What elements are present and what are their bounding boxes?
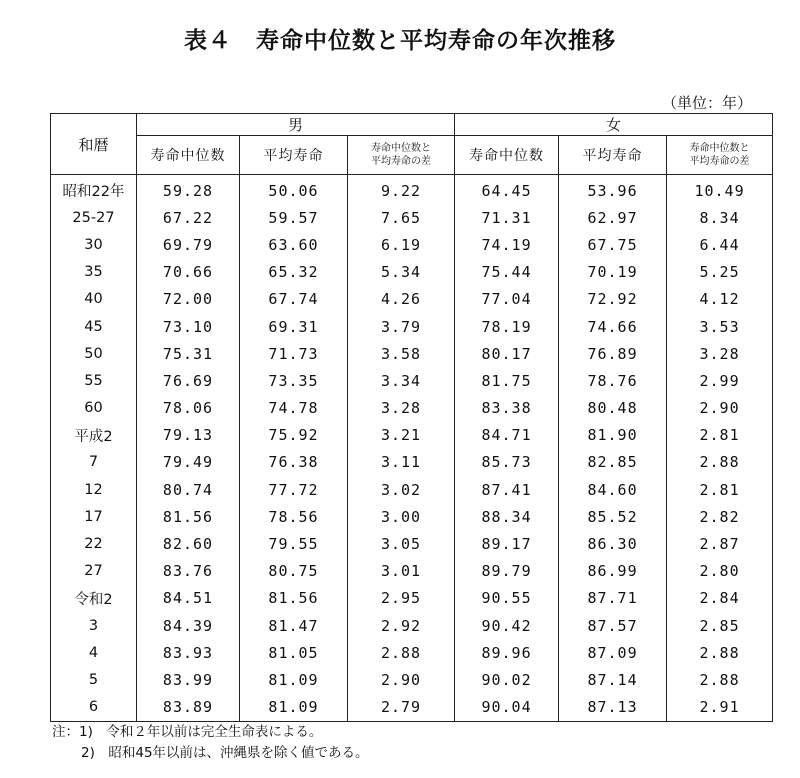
male-mean-cell: 80.75 — [240, 558, 348, 585]
male-median-cell: 76.69 — [137, 367, 240, 394]
footnote-2: 2) 昭和45年以前は、沖縄県を除く値である。 — [81, 745, 369, 761]
female-mean-cell: 74.66 — [559, 313, 667, 340]
female-diff-cell: 8.34 — [667, 204, 773, 231]
female-diff-cell: 2.85 — [667, 612, 773, 639]
male-mean-cell: 63.60 — [240, 231, 348, 258]
female-diff-header-line1: 寿命中位数と — [689, 143, 750, 154]
era-cell: 27 — [51, 558, 137, 585]
female-diff-cell: 6.44 — [667, 231, 773, 258]
table-row — [51, 340, 773, 367]
female-mean-cell: 84.60 — [559, 476, 667, 503]
era-cell: 30 — [51, 231, 137, 258]
table-row — [51, 639, 773, 666]
table-row — [51, 666, 773, 693]
male-diff-cell: 4.26 — [348, 286, 455, 313]
female-diff-cell: 2.84 — [667, 585, 773, 612]
male-diff-cell: 2.92 — [348, 612, 455, 639]
male-diff-cell: 3.28 — [348, 395, 455, 422]
male-median-header: 寿命中位数 — [137, 136, 240, 175]
era-cell: 22 — [51, 530, 137, 557]
male-mean-cell: 75.92 — [240, 422, 348, 449]
male-mean-cell: 67.74 — [240, 286, 348, 313]
female-median-cell: 89.79 — [455, 558, 559, 585]
male-diff-cell: 3.11 — [348, 449, 455, 476]
table-row — [51, 204, 773, 231]
female-mean-cell: 85.52 — [559, 503, 667, 530]
table-row — [51, 175, 773, 205]
female-diff-cell: 2.81 — [667, 422, 773, 449]
female-diff-cell: 4.12 — [667, 286, 773, 313]
female-diff-cell: 10.49 — [667, 175, 773, 205]
male-median-cell: 83.89 — [137, 694, 240, 722]
male-diff-cell: 2.95 — [348, 585, 455, 612]
male-median-cell: 84.39 — [137, 612, 240, 639]
female-mean-cell: 67.75 — [559, 231, 667, 258]
female-median-cell: 89.96 — [455, 639, 559, 666]
era-cell: 5 — [51, 666, 137, 693]
female-header: 女 — [455, 114, 773, 136]
female-mean-cell: 72.92 — [559, 286, 667, 313]
male-mean-cell: 50.06 — [240, 175, 348, 205]
female-diff-header-line2: 平均寿命の差 — [689, 156, 750, 167]
era-cell: 平成2 — [51, 422, 137, 449]
female-mean-cell: 87.13 — [559, 694, 667, 722]
female-median-cell: 90.55 — [455, 585, 559, 612]
era-cell: 55 — [51, 367, 137, 394]
male-diff-cell: 7.65 — [348, 204, 455, 231]
female-median-cell: 90.42 — [455, 612, 559, 639]
male-mean-cell: 73.35 — [240, 367, 348, 394]
female-median-cell: 71.31 — [455, 204, 559, 231]
male-diff-cell: 3.21 — [348, 422, 455, 449]
era-cell: 50 — [51, 340, 137, 367]
table-row — [51, 231, 773, 258]
male-median-cell: 81.56 — [137, 503, 240, 530]
male-header: 男 — [137, 114, 455, 136]
male-mean-cell: 69.31 — [240, 313, 348, 340]
life-table — [50, 113, 773, 722]
unit-label: （単位：年） — [661, 94, 752, 112]
male-mean-cell: 74.78 — [240, 395, 348, 422]
female-median-cell: 75.44 — [455, 259, 559, 286]
male-diff-cell: 5.34 — [348, 259, 455, 286]
table-row — [51, 422, 773, 449]
male-median-cell: 83.99 — [137, 666, 240, 693]
female-diff-cell: 2.88 — [667, 449, 773, 476]
female-mean-cell: 78.76 — [559, 367, 667, 394]
male-diff-header — [348, 136, 455, 175]
era-cell: 12 — [51, 476, 137, 503]
male-median-cell: 72.00 — [137, 286, 240, 313]
female-mean-header: 平均寿命 — [559, 136, 667, 175]
female-mean-cell: 53.96 — [559, 175, 667, 205]
female-mean-cell: 76.89 — [559, 340, 667, 367]
male-diff-cell: 3.79 — [348, 313, 455, 340]
male-diff-cell: 3.00 — [348, 503, 455, 530]
male-mean-header: 平均寿命 — [240, 136, 348, 175]
male-median-cell: 67.22 — [137, 204, 240, 231]
male-mean-cell: 79.55 — [240, 530, 348, 557]
male-mean-cell: 81.56 — [240, 585, 348, 612]
male-mean-cell: 59.57 — [240, 204, 348, 231]
female-diff-cell: 2.81 — [667, 476, 773, 503]
male-diff-cell: 3.01 — [348, 558, 455, 585]
era-cell: 40 — [51, 286, 137, 313]
footnote-1: 注：1) 令和２年以前は完全生命表による。 — [52, 724, 323, 740]
female-diff-cell: 3.53 — [667, 313, 773, 340]
female-median-cell: 83.38 — [455, 395, 559, 422]
female-mean-cell: 81.90 — [559, 422, 667, 449]
era-cell: 25-27 — [51, 204, 137, 231]
male-median-cell: 70.66 — [137, 259, 240, 286]
era-cell: 7 — [51, 449, 137, 476]
table-row — [51, 503, 773, 530]
male-mean-cell: 81.09 — [240, 694, 348, 722]
female-mean-cell: 70.19 — [559, 259, 667, 286]
era-cell: 6 — [51, 694, 137, 722]
table-row — [51, 558, 773, 585]
female-median-cell: 80.17 — [455, 340, 559, 367]
table-row — [51, 476, 773, 503]
female-diff-cell: 2.82 — [667, 503, 773, 530]
male-diff-header-line2: 平均寿命の差 — [371, 156, 432, 167]
male-diff-cell: 2.88 — [348, 639, 455, 666]
female-mean-cell: 87.57 — [559, 612, 667, 639]
female-diff-cell: 2.99 — [667, 367, 773, 394]
female-mean-cell: 82.85 — [559, 449, 667, 476]
male-mean-cell: 78.56 — [240, 503, 348, 530]
female-diff-header — [667, 136, 773, 175]
era-cell: 昭和22年 — [51, 175, 137, 205]
male-median-cell: 83.93 — [137, 639, 240, 666]
female-mean-cell: 86.30 — [559, 530, 667, 557]
male-mean-cell: 81.47 — [240, 612, 348, 639]
female-mean-cell: 87.14 — [559, 666, 667, 693]
male-diff-cell: 2.90 — [348, 666, 455, 693]
female-mean-cell: 86.99 — [559, 558, 667, 585]
male-median-cell: 59.28 — [137, 175, 240, 205]
female-mean-cell: 87.71 — [559, 585, 667, 612]
female-mean-cell: 62.97 — [559, 204, 667, 231]
male-diff-cell: 3.34 — [348, 367, 455, 394]
female-diff-cell: 2.88 — [667, 639, 773, 666]
female-mean-cell: 80.48 — [559, 395, 667, 422]
male-diff-cell: 3.58 — [348, 340, 455, 367]
female-median-cell: 81.75 — [455, 367, 559, 394]
era-cell: 45 — [51, 313, 137, 340]
male-median-cell: 73.10 — [137, 313, 240, 340]
male-median-cell: 82.60 — [137, 530, 240, 557]
male-median-cell: 69.79 — [137, 231, 240, 258]
female-diff-cell: 2.87 — [667, 530, 773, 557]
male-mean-cell: 76.38 — [240, 449, 348, 476]
era-cell: 3 — [51, 612, 137, 639]
footnotes — [52, 722, 369, 764]
table-row — [51, 694, 773, 722]
table-row — [51, 286, 773, 313]
male-mean-cell: 65.32 — [240, 259, 348, 286]
female-median-cell: 74.19 — [455, 231, 559, 258]
female-diff-cell: 5.25 — [667, 259, 773, 286]
female-median-cell: 90.02 — [455, 666, 559, 693]
era-header: 和暦 — [51, 114, 137, 175]
female-median-cell: 85.73 — [455, 449, 559, 476]
female-diff-cell: 2.80 — [667, 558, 773, 585]
female-median-cell: 89.17 — [455, 530, 559, 557]
table-row — [51, 367, 773, 394]
table-row — [51, 585, 773, 612]
male-median-cell: 84.51 — [137, 585, 240, 612]
era-cell: 令和2 — [51, 585, 137, 612]
table-row — [51, 395, 773, 422]
table-row — [51, 530, 773, 557]
table-row — [51, 313, 773, 340]
female-diff-cell: 2.91 — [667, 694, 773, 722]
male-median-cell: 78.06 — [137, 395, 240, 422]
male-diff-cell: 3.05 — [348, 530, 455, 557]
female-diff-cell: 2.88 — [667, 666, 773, 693]
female-median-cell: 84.71 — [455, 422, 559, 449]
male-median-cell: 79.49 — [137, 449, 240, 476]
table-row — [51, 259, 773, 286]
male-median-cell: 80.74 — [137, 476, 240, 503]
table-body — [51, 175, 773, 722]
male-diff-cell: 9.22 — [348, 175, 455, 205]
male-diff-cell: 6.19 — [348, 231, 455, 258]
female-diff-cell: 2.90 — [667, 395, 773, 422]
male-diff-cell: 2.79 — [348, 694, 455, 722]
table-row — [51, 612, 773, 639]
female-median-cell: 87.41 — [455, 476, 559, 503]
male-mean-cell: 71.73 — [240, 340, 348, 367]
female-median-cell: 64.45 — [455, 175, 559, 205]
male-mean-cell: 77.72 — [240, 476, 348, 503]
table-row — [51, 449, 773, 476]
male-mean-cell: 81.05 — [240, 639, 348, 666]
male-median-cell: 75.31 — [137, 340, 240, 367]
female-median-cell: 88.34 — [455, 503, 559, 530]
female-median-cell: 90.04 — [455, 694, 559, 722]
era-cell: 60 — [51, 395, 137, 422]
female-median-cell: 78.19 — [455, 313, 559, 340]
male-median-cell: 79.13 — [137, 422, 240, 449]
male-median-cell: 83.76 — [137, 558, 240, 585]
era-cell: 17 — [51, 503, 137, 530]
female-median-cell: 77.04 — [455, 286, 559, 313]
era-cell: 35 — [51, 259, 137, 286]
female-diff-cell: 3.28 — [667, 340, 773, 367]
era-cell: 4 — [51, 639, 137, 666]
male-diff-cell: 3.02 — [348, 476, 455, 503]
male-mean-cell: 81.09 — [240, 666, 348, 693]
female-mean-cell: 87.09 — [559, 639, 667, 666]
table-title: 表４ 寿命中位数と平均寿命の年次推移 — [184, 28, 616, 54]
table-header — [51, 114, 773, 175]
female-median-header: 寿命中位数 — [455, 136, 559, 175]
male-diff-header-line1: 寿命中位数と — [371, 143, 432, 154]
